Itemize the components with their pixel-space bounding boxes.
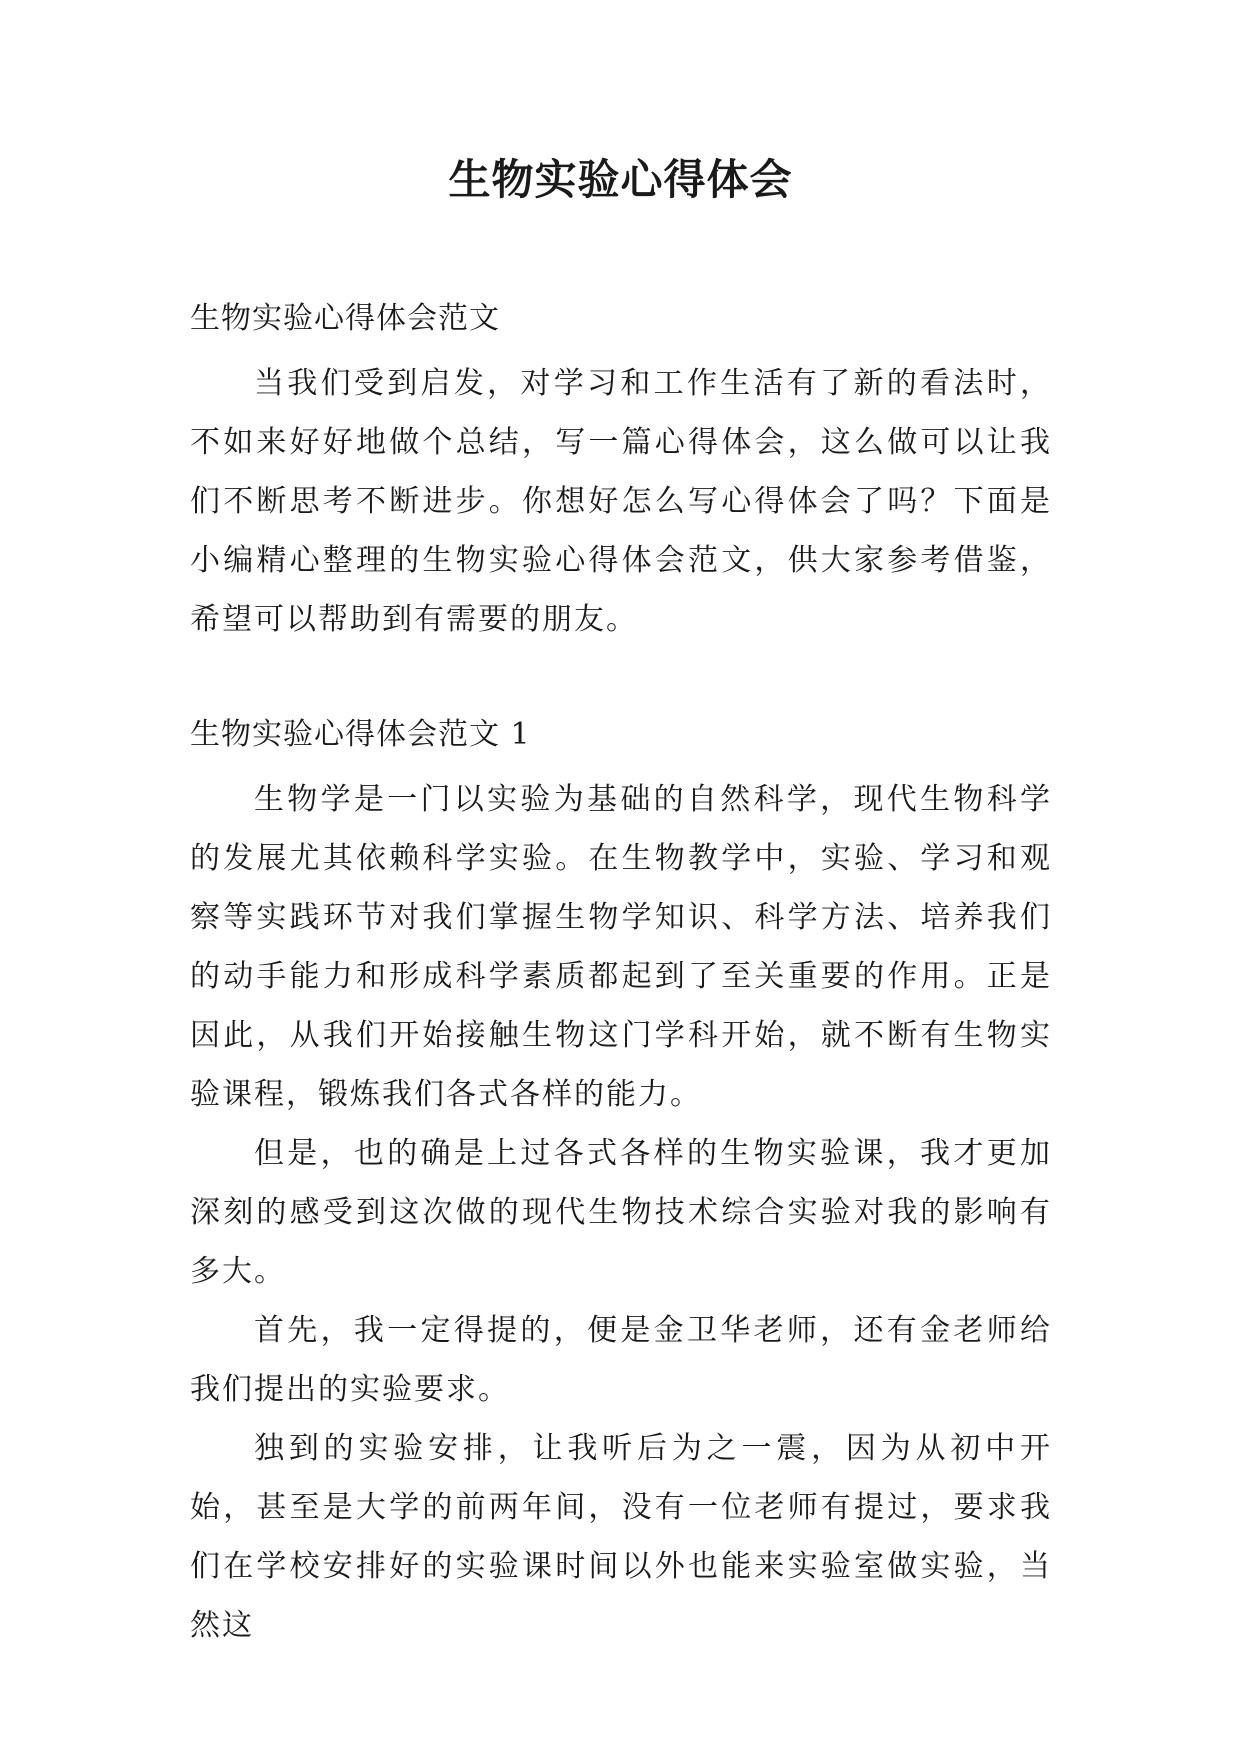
essay-1-paragraph: 生物学是一门以实验为基础的自然科学，现代生物科学的发展尤其依赖科学实验。在生物教学中，实验、学习和观察等实践环节对我们掌握生物学知识、科学方法、培养我们的动手能力和形成科学素质都起到了至关重要的作用。正是因此，从我们开始接触生物这门学科开始，就不断有生物实验课程，锻炼我们各式各样的能力。: [190, 782, 1052, 1112]
section-heading-intro: 生物实验心得体会范文: [190, 301, 500, 336]
intro-paragraph: 当我们受到启发，对学习和工作生活有了新的看法时，不如来好好地做个总结，写一篇心得体会，这么做可以让我们不断思考不断进步。你想好怎么写心得体会了吗？下面是小编精心整理的生物实验心得体会范文，供大家参考借鉴，希望可以帮助到有需要的朋友。: [190, 366, 1052, 637]
essay-1-paragraph: 但是，也的确是上过各式各样的生物实验课，我才更加深刻的感受到这次做的现代生物技术综合实验对我的影响有多大。: [190, 1136, 1052, 1289]
document-title: 生物实验心得体会: [448, 155, 793, 204]
essay-1-paragraph: 独到的实验安排，让我听后为之一震，因为从初中开始，甚至是大学的前两年间，没有一位老师有提过，要求我们在学校安排好的实验课时间以外也能来实验室做实验，当然这: [190, 1431, 1052, 1643]
section-heading-essay-1: 生物实验心得体会范文 1: [190, 717, 531, 752]
document-body: [190, 289, 1052, 1655]
essay-1-paragraph: 首先，我一定得提的，便是金卫华老师，还有金老师给我们提出的实验要求。: [190, 1313, 1052, 1407]
